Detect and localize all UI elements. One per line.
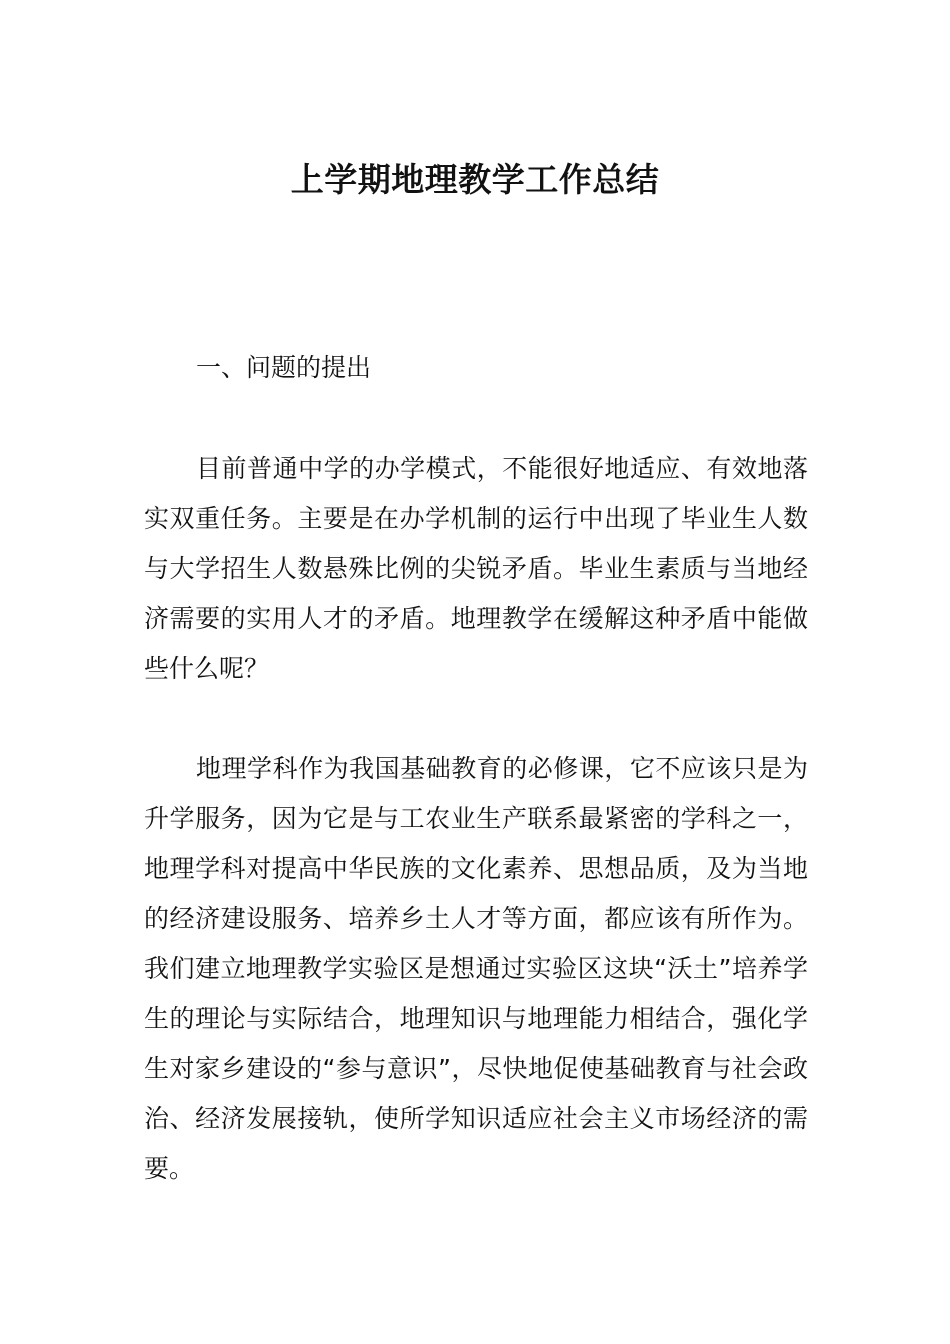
paragraph-2: 地理学科作为我国基础教育的必修课，它不应该只是为升学服务，因为它是与工农业生产联系最紧密的学科之一，地理学科对提高中华民族的文化素养、思想品质，及为当地的经济建设服务、培养乡土人才等方面，都应该有所作为。我们建立地理教学实验区是想通过实验区这块“沃土”培养学生的理论与实际结合，地理知识与地理能力相结合，强化学生对家乡建设的“参与意识”，尽快地促使基础教育与社会政治、经济发展接轨，使所学知识适应社会主义市场经济的需要。 — [144, 754, 808, 1183]
paragraph-1: 目前普通中学的办学模式，不能很好地适应、有效地落实双重任务。主要是在办学机制的运行中出现了毕业生人数与大学招生人数悬殊比例的尖锐矛盾。毕业生素质与当地经济需要的实用人才的矛盾。地理教学在缓解这种矛盾中能做些什么呢？ — [144, 454, 808, 683]
document-title: 上学期地理教学工作总结 — [290, 160, 660, 199]
section-heading: 一、问题的提出 — [196, 353, 372, 382]
